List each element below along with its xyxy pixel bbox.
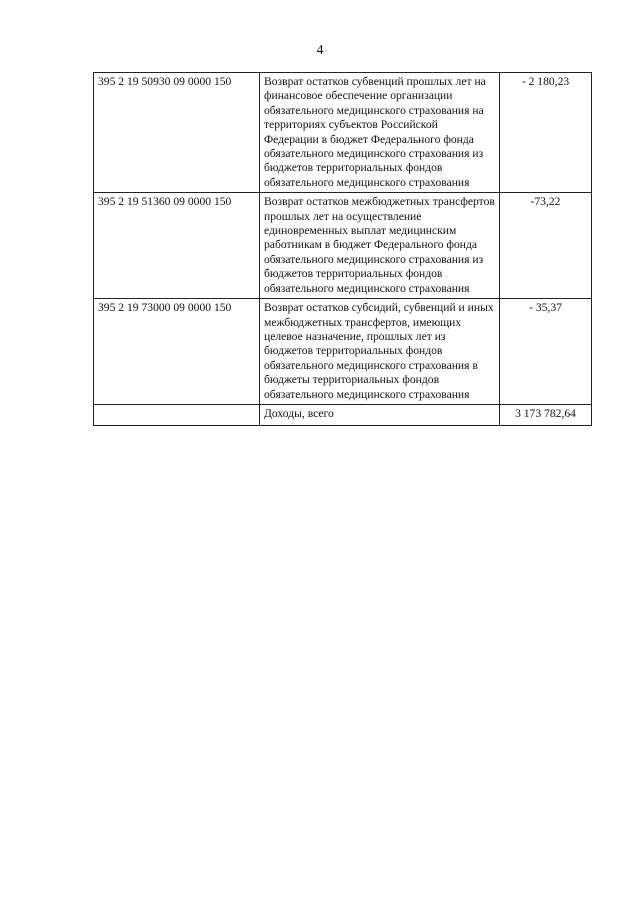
table-row: [94, 299, 592, 405]
revenue-name-cell: Возврат остатков субсидий, субвенций и иных межбюджетных трансфертов, имеющих целевое назначение, прошлых лет из бюджетов территориальных фондов обязательного медицинского страхования в бюджеты территориальных фондов обязательного медицинского страхования: [260, 299, 500, 405]
total-row: [94, 404, 592, 425]
revenue-name-cell: Возврат остатков межбюджетных трансфертов прошлых лет на осуществление единовременных выплат медицинским работникам в бюджет Федерального фонда обязательного медицинского страхования из бюджетов территориальных фондов обязательного медицинского страхования: [260, 193, 500, 299]
budget-code-cell: 395 2 19 73000 09 0000 150: [94, 299, 260, 405]
table-row: [94, 73, 592, 193]
table-row: [94, 193, 592, 299]
total-label-cell: Доходы, всего: [260, 404, 500, 425]
page-number: 4: [316, 43, 324, 58]
amount-cell: - 2 180,23: [500, 73, 592, 193]
total-amount-cell: 3 173 782,64: [500, 404, 592, 425]
revenue-name-cell: Возврат остатков субвенций прошлых лет на финансовое обеспечение организации обязательного медицинского страхования на территориях субъектов Российской Федерации в бюджет Федерального фонда обязательного медицинского страхования из бюджетов территориальных фондов обязательного медицинского страхования: [260, 73, 500, 193]
amount-cell: -73,22: [500, 193, 592, 299]
amount-cell: - 35,37: [500, 299, 592, 405]
total-code-cell: [94, 404, 260, 425]
budget-revenue-table: [93, 72, 592, 426]
budget-code-cell: 395 2 19 51360 09 0000 150: [94, 193, 260, 299]
budget-code-cell: 395 2 19 50930 09 0000 150: [94, 73, 260, 193]
